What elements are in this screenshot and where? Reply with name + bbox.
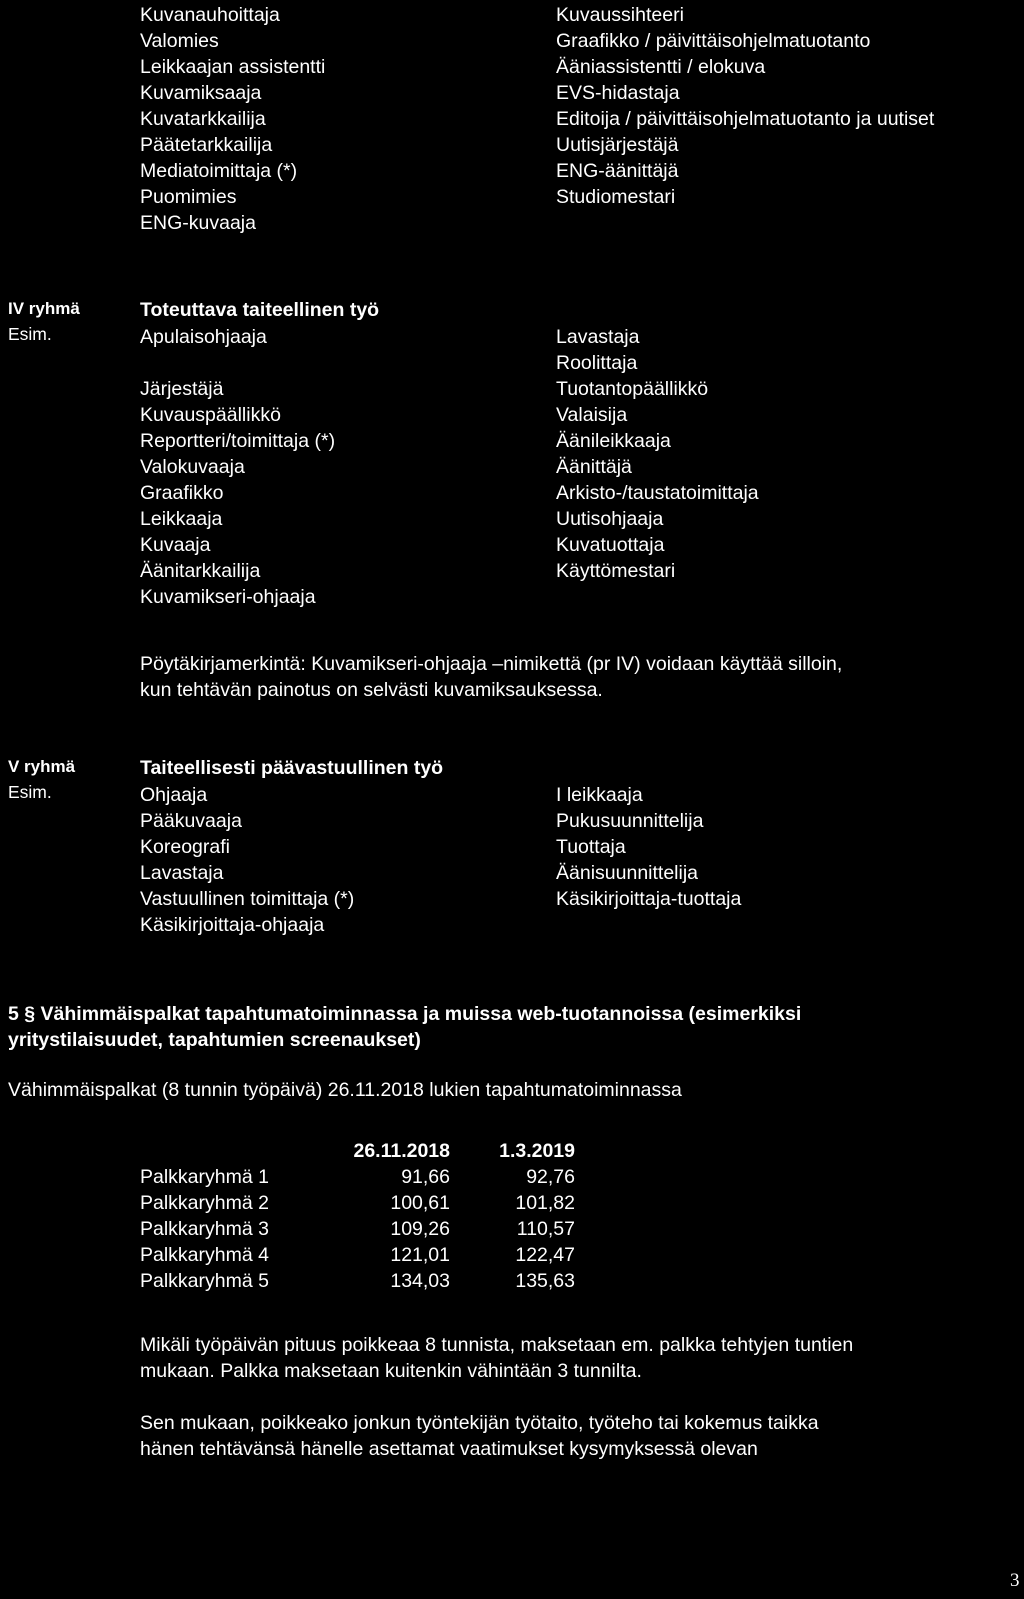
list-item: Koreografi (140, 836, 230, 858)
list-item: Graafikko (140, 482, 224, 504)
pay-value: 110,57 (516, 1217, 575, 1240)
list-item: EVS-hidastaja (556, 82, 680, 104)
heading-line: 5 § Vähimmäispalkat tapahtumatoiminnassa ja muissa web-tuotannoissa (esimerkiksi (8, 1003, 802, 1025)
list-item: Kuvanauhoittaja (140, 4, 280, 26)
pay-value: 91,66 (401, 1165, 450, 1188)
table-row (140, 1190, 575, 1216)
list-item: Järjestäjä (140, 378, 224, 400)
table-row (140, 1268, 575, 1294)
paragraph-hours (140, 1332, 853, 1384)
list-item: Studiomestari (556, 186, 676, 208)
group-4-right-list (556, 324, 759, 584)
list-item: Valaisija (556, 404, 628, 426)
list-item: Äänisuunnittelija (556, 862, 699, 884)
list-item: Tuottaja (556, 836, 626, 858)
list-item: Uutisjärjestäjä (556, 134, 679, 156)
list-item: Lavastaja (556, 326, 640, 348)
table-row (140, 1216, 575, 1242)
list-item: Valomies (140, 30, 219, 52)
group-4-label: IV ryhmä (8, 299, 80, 318)
list-item: Kuvatuottaja (556, 534, 665, 556)
group-5-esim: Esim. (8, 782, 52, 802)
list-item: Vastuullinen toimittaja (*) (140, 888, 355, 910)
pay-group: Palkkaryhmä 2 (140, 1191, 269, 1214)
list-item: Pääkuvaaja (140, 810, 242, 832)
list-item: Mediatoimittaja (*) (140, 160, 298, 182)
list-item: Käsikirjoittaja-ohjaaja (140, 914, 325, 936)
list-item: Leikkaajan assistentti (140, 56, 326, 78)
pay-value: 109,26 (390, 1217, 450, 1240)
section-5-intro: Vähimmäispalkat (8 tunnin työpäivä) 26.11.2018 lukien tapahtumatoiminnassa (8, 1079, 682, 1101)
list-item: Tuotantopäällikkö (556, 378, 709, 400)
list-item: Uutisohjaaja (556, 508, 664, 530)
pay-value: 100,61 (390, 1191, 450, 1214)
list-item: Kuvaussihteeri (556, 4, 684, 26)
paragraph-line: Mikäli työpäivän pituus poikkeaa 8 tunnista, maksetaan em. palkka tehtyjen tuntien (140, 1334, 854, 1356)
list-item: Pukusuunnittelija (556, 810, 704, 832)
group-4-left-list (140, 324, 335, 610)
table-row (140, 1242, 575, 1268)
list-item: Kuvamikseri-ohjaaja (140, 586, 316, 608)
pay-value: 122,47 (515, 1243, 575, 1266)
paragraph-line: hänen tehtävänsä hänelle asettamat vaatimukset kysymyksessä olevan (140, 1438, 758, 1460)
note-line: Pöytäkirjamerkintä: Kuvamikseri-ohjaaja –nimikettä (pr IV) voidaan käyttää silloin, (140, 653, 843, 675)
group-4-esim: Esim. (8, 324, 52, 344)
list-item: ENG-äänittäjä (556, 160, 679, 182)
pay-group: Palkkaryhmä 4 (140, 1243, 269, 1266)
list-item: Apulaisohjaaja (140, 326, 267, 348)
list-item: Leikkaaja (140, 508, 223, 530)
list-item: Käsikirjoittaja-tuottaja (556, 888, 742, 910)
list-item: Valokuvaaja (140, 456, 245, 478)
pay-value: 92,76 (526, 1165, 575, 1188)
pay-value: 134,03 (390, 1269, 450, 1292)
pay-group: Palkkaryhmä 3 (140, 1217, 269, 1240)
list-item: Äänileikkaaja (556, 430, 671, 452)
list-item: Kuvatarkkailija (140, 108, 266, 130)
group-5-left-list (140, 782, 354, 938)
list-item: Kuvamiksaaja (140, 82, 262, 104)
section-5-heading (8, 1001, 801, 1053)
pay-table (140, 1138, 575, 1294)
table-header-row (140, 1138, 575, 1164)
list-item: Ohjaaja (140, 784, 208, 806)
group-4-heading: Toteuttava taiteellinen työ (140, 299, 380, 321)
pay-group: Palkkaryhmä 5 (140, 1269, 269, 1292)
column-header: 26.11.2018 (353, 1139, 450, 1162)
list-item: I leikkaaja (556, 784, 643, 806)
list-item: Editoija / päivittäisohjelmatuotanto ja uutiset (556, 108, 935, 130)
list-item: Käyttömestari (556, 560, 676, 582)
pay-value: 101,82 (515, 1191, 575, 1214)
pay-value: 135,63 (515, 1269, 575, 1292)
column-header: 1.3.2019 (499, 1139, 575, 1162)
group-5-label: V ryhmä (8, 757, 76, 776)
list-item: Kuvaaja (140, 534, 211, 556)
list-item: Graafikko / päivittäisohjelmatuotanto (556, 30, 871, 52)
list-item: Päätetarkkailija (140, 134, 273, 156)
list-item: ENG-kuvaaja (140, 212, 256, 234)
heading-line: yritystilaisuudet, tapahtumien screenaukset) (8, 1029, 421, 1051)
paragraph-line: mukaan. Palkka maksetaan kuitenkin vähintään 3 tunnilta. (140, 1360, 642, 1382)
pay-group: Palkkaryhmä 1 (140, 1165, 269, 1188)
page-number: 3 (1010, 1570, 1020, 1591)
top-left-list (140, 2, 325, 236)
list-item: Puomimies (140, 186, 237, 208)
note-line: kun tehtävän painotus on selvästi kuvamiksauksessa. (140, 679, 603, 701)
list-item: Arkisto-/taustatoimittaja (556, 482, 759, 504)
list-item: Äänittäjä (556, 456, 632, 478)
top-right-list (556, 2, 934, 210)
group-5-right-list (556, 782, 741, 912)
list-item: Ääniassistentti / elokuva (556, 56, 766, 78)
paragraph-line: Sen mukaan, poikkeako jonkun työntekijän työtaito, työteho tai kokemus taikka (140, 1412, 819, 1434)
table-row (140, 1164, 575, 1190)
pay-value: 121,01 (390, 1243, 450, 1266)
list-item: Äänitarkkailija (140, 560, 261, 582)
paragraph-skills (140, 1410, 819, 1462)
group-4-note (140, 651, 842, 703)
list-item: Reportteri/toimittaja (*) (140, 430, 336, 452)
list-item: Kuvauspäällikkö (140, 404, 281, 426)
list-item: Roolittaja (556, 352, 638, 374)
group-5-heading: Taiteellisesti päävastuullinen työ (140, 757, 444, 779)
list-item: Lavastaja (140, 862, 224, 884)
